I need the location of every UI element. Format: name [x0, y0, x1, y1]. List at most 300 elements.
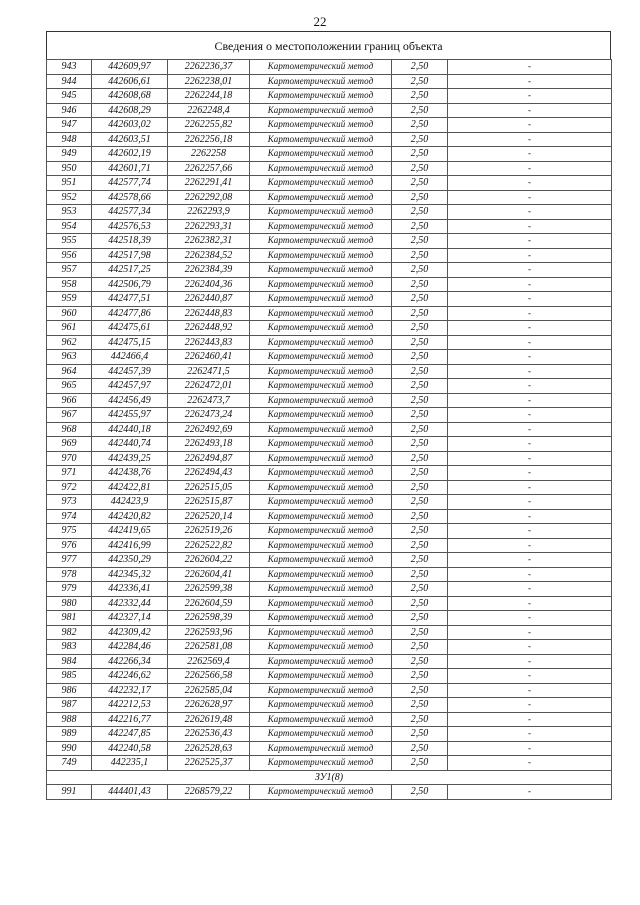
x-coordinate-cell: 442309,42 [92, 625, 168, 640]
y-coordinate-cell: 2262471,5 [168, 364, 250, 379]
y-coordinate-cell: 2262443,83 [168, 335, 250, 350]
description-cell: - [448, 727, 612, 742]
precision-cell: 2,50 [392, 582, 448, 597]
point-number-cell: 977 [47, 553, 92, 568]
precision-cell: 2,50 [392, 89, 448, 104]
y-coordinate-cell: 2262604,59 [168, 596, 250, 611]
point-number-cell: 945 [47, 89, 92, 104]
table-row [47, 248, 612, 263]
precision-cell: 2,50 [392, 451, 448, 466]
method-cell: Картометрический метод [250, 306, 392, 321]
description-cell: - [448, 640, 612, 655]
table-row [47, 219, 612, 234]
point-number-cell: 952 [47, 190, 92, 205]
page-number: 22 [313, 14, 327, 29]
precision-cell: 2,50 [392, 437, 448, 452]
table-row [47, 176, 612, 191]
x-coordinate-cell: 442517,98 [92, 248, 168, 263]
y-coordinate-cell: 2262493,18 [168, 437, 250, 452]
x-coordinate-cell: 442416,99 [92, 538, 168, 553]
description-cell: - [448, 582, 612, 597]
description-cell: - [448, 292, 612, 307]
y-coordinate-cell: 2262515,87 [168, 495, 250, 510]
description-cell: - [448, 248, 612, 263]
x-coordinate-cell: 442457,39 [92, 364, 168, 379]
point-number-cell: 961 [47, 321, 92, 336]
precision-cell: 2,50 [392, 785, 448, 800]
x-coordinate-cell: 442603,02 [92, 118, 168, 133]
description-cell: - [448, 118, 612, 133]
section-label: ЗУ1(8) [47, 770, 612, 785]
method-cell: Картометрический метод [250, 190, 392, 205]
x-coordinate-cell: 442440,74 [92, 437, 168, 452]
description-cell: - [448, 437, 612, 452]
y-coordinate-cell: 2262581,08 [168, 640, 250, 655]
x-coordinate-cell: 442420,82 [92, 509, 168, 524]
y-coordinate-cell: 2262258 [168, 147, 250, 162]
point-number-cell: 958 [47, 277, 92, 292]
y-coordinate-cell: 2262525,37 [168, 756, 250, 771]
precision-cell: 2,50 [392, 422, 448, 437]
precision-cell: 2,50 [392, 393, 448, 408]
y-coordinate-cell: 2262599,38 [168, 582, 250, 597]
table-row [47, 567, 612, 582]
method-cell: Картометрический метод [250, 451, 392, 466]
x-coordinate-cell: 444401,43 [92, 785, 168, 800]
method-cell: Картометрический метод [250, 640, 392, 655]
point-number-cell: 975 [47, 524, 92, 539]
precision-cell: 2,50 [392, 596, 448, 611]
method-cell: Картометрический метод [250, 161, 392, 176]
precision-cell: 2,50 [392, 190, 448, 205]
point-number-cell: 976 [47, 538, 92, 553]
x-coordinate-cell: 442438,76 [92, 466, 168, 481]
x-coordinate-cell: 442212,53 [92, 698, 168, 713]
method-cell: Картометрический метод [250, 379, 392, 394]
table-row [47, 466, 612, 481]
precision-cell: 2,50 [392, 321, 448, 336]
point-number-cell: 967 [47, 408, 92, 423]
precision-cell: 2,50 [392, 205, 448, 220]
x-coordinate-cell: 442422,81 [92, 480, 168, 495]
y-coordinate-cell: 2262384,52 [168, 248, 250, 263]
table-row [47, 335, 612, 350]
description-cell: - [448, 654, 612, 669]
description-cell: - [448, 335, 612, 350]
table-row [47, 74, 612, 89]
x-coordinate-cell: 442477,51 [92, 292, 168, 307]
description-cell: - [448, 553, 612, 568]
y-coordinate-cell: 2262404,36 [168, 277, 250, 292]
description-cell: - [448, 190, 612, 205]
precision-cell: 2,50 [392, 292, 448, 307]
x-coordinate-cell: 442266,34 [92, 654, 168, 669]
table-row [47, 422, 612, 437]
y-coordinate-cell: 2262494,87 [168, 451, 250, 466]
x-coordinate-cell: 442284,46 [92, 640, 168, 655]
precision-cell: 2,50 [392, 263, 448, 278]
y-coordinate-cell: 2262257,66 [168, 161, 250, 176]
point-number-cell: 957 [47, 263, 92, 278]
point-number-cell: 969 [47, 437, 92, 452]
y-coordinate-cell: 2262460,41 [168, 350, 250, 365]
precision-cell: 2,50 [392, 553, 448, 568]
method-cell: Картометрический метод [250, 654, 392, 669]
description-cell: - [448, 683, 612, 698]
point-number-cell: 960 [47, 306, 92, 321]
description-cell: - [448, 161, 612, 176]
method-cell: Картометрический метод [250, 785, 392, 800]
method-cell: Картометрический метод [250, 611, 392, 626]
x-coordinate-cell: 442601,71 [92, 161, 168, 176]
x-coordinate-cell: 442477,86 [92, 306, 168, 321]
table-row [47, 277, 612, 292]
description-cell: - [448, 480, 612, 495]
description-cell: - [448, 625, 612, 640]
table-row [47, 683, 612, 698]
precision-cell: 2,50 [392, 567, 448, 582]
description-cell: - [448, 408, 612, 423]
table-row [47, 727, 612, 742]
precision-cell: 2,50 [392, 683, 448, 698]
point-number-cell: 979 [47, 582, 92, 597]
y-coordinate-cell: 2262519,26 [168, 524, 250, 539]
x-coordinate-cell: 442602,19 [92, 147, 168, 162]
precision-cell: 2,50 [392, 219, 448, 234]
method-cell: Картометрический метод [250, 103, 392, 118]
precision-cell: 2,50 [392, 466, 448, 481]
x-coordinate-cell: 442456,49 [92, 393, 168, 408]
table-row [47, 698, 612, 713]
precision-cell: 2,50 [392, 727, 448, 742]
method-cell: Картометрический метод [250, 480, 392, 495]
x-coordinate-cell: 442576,53 [92, 219, 168, 234]
x-coordinate-cell: 442345,32 [92, 567, 168, 582]
y-coordinate-cell: 2262448,83 [168, 306, 250, 321]
precision-cell: 2,50 [392, 669, 448, 684]
x-coordinate-cell: 442466,4 [92, 350, 168, 365]
y-coordinate-cell: 2262585,04 [168, 683, 250, 698]
y-coordinate-cell: 2262448,92 [168, 321, 250, 336]
table-row [47, 321, 612, 336]
table-row [47, 785, 612, 800]
description-cell: - [448, 219, 612, 234]
table-row [47, 89, 612, 104]
table-row [47, 132, 612, 147]
method-cell: Картометрический метод [250, 132, 392, 147]
table-row [47, 509, 612, 524]
table-row [47, 306, 612, 321]
point-number-cell: 947 [47, 118, 92, 133]
point-number-cell: 986 [47, 683, 92, 698]
precision-cell: 2,50 [392, 306, 448, 321]
coordinates-table [46, 59, 612, 800]
point-number-cell: 984 [47, 654, 92, 669]
y-coordinate-cell: 2262569,4 [168, 654, 250, 669]
table-row [47, 408, 612, 423]
method-cell: Картометрический метод [250, 553, 392, 568]
y-coordinate-cell: 2262473,7 [168, 393, 250, 408]
precision-cell: 2,50 [392, 640, 448, 655]
method-cell: Картометрический метод [250, 683, 392, 698]
table-row [47, 741, 612, 756]
point-number-cell: 964 [47, 364, 92, 379]
y-coordinate-cell: 2262566,58 [168, 669, 250, 684]
x-coordinate-cell: 442608,68 [92, 89, 168, 104]
point-number-cell: 950 [47, 161, 92, 176]
precision-cell: 2,50 [392, 277, 448, 292]
method-cell: Картометрический метод [250, 509, 392, 524]
description-cell: - [448, 466, 612, 481]
table-row [47, 379, 612, 394]
point-number-cell: 971 [47, 466, 92, 481]
point-number-cell: 953 [47, 205, 92, 220]
method-cell: Картометрический метод [250, 205, 392, 220]
method-cell: Картометрический метод [250, 567, 392, 582]
point-number-cell: 985 [47, 669, 92, 684]
table-row [47, 263, 612, 278]
description-cell: - [448, 712, 612, 727]
method-cell: Картометрический метод [250, 712, 392, 727]
x-coordinate-cell: 442327,14 [92, 611, 168, 626]
precision-cell: 2,50 [392, 741, 448, 756]
point-number-cell: 956 [47, 248, 92, 263]
description-cell: - [448, 263, 612, 278]
x-coordinate-cell: 442577,34 [92, 205, 168, 220]
section-row [47, 770, 612, 785]
x-coordinate-cell: 442603,51 [92, 132, 168, 147]
point-number-cell: 983 [47, 640, 92, 655]
precision-cell: 2,50 [392, 524, 448, 539]
y-coordinate-cell: 2262291,41 [168, 176, 250, 191]
description-cell: - [448, 147, 612, 162]
point-number-cell: 951 [47, 176, 92, 191]
y-coordinate-cell: 2262256,18 [168, 132, 250, 147]
precision-cell: 2,50 [392, 538, 448, 553]
description-cell: - [448, 205, 612, 220]
precision-cell: 2,50 [392, 118, 448, 133]
method-cell: Картометрический метод [250, 364, 392, 379]
y-coordinate-cell: 2262598,39 [168, 611, 250, 626]
precision-cell: 2,50 [392, 335, 448, 350]
precision-cell: 2,50 [392, 176, 448, 191]
y-coordinate-cell: 2262494,43 [168, 466, 250, 481]
point-number-cell: 943 [47, 60, 92, 75]
y-coordinate-cell: 2268579,22 [168, 785, 250, 800]
method-cell: Картометрический метод [250, 292, 392, 307]
precision-cell: 2,50 [392, 379, 448, 394]
point-number-cell: 966 [47, 393, 92, 408]
table-row [47, 161, 612, 176]
x-coordinate-cell: 442475,15 [92, 335, 168, 350]
x-coordinate-cell: 442457,97 [92, 379, 168, 394]
x-coordinate-cell: 442350,29 [92, 553, 168, 568]
precision-cell: 2,50 [392, 74, 448, 89]
table-row [47, 495, 612, 510]
y-coordinate-cell: 2262619,48 [168, 712, 250, 727]
table-row [47, 292, 612, 307]
point-number-cell: 949 [47, 147, 92, 162]
method-cell: Картометрический метод [250, 741, 392, 756]
description-cell: - [448, 669, 612, 684]
x-coordinate-cell: 442578,66 [92, 190, 168, 205]
y-coordinate-cell: 2262292,08 [168, 190, 250, 205]
x-coordinate-cell: 442440,18 [92, 422, 168, 437]
point-number-cell: 963 [47, 350, 92, 365]
precision-cell: 2,50 [392, 625, 448, 640]
table-row [47, 437, 612, 452]
table-row [47, 524, 612, 539]
x-coordinate-cell: 442235,1 [92, 756, 168, 771]
y-coordinate-cell: 2262520,14 [168, 509, 250, 524]
precision-cell: 2,50 [392, 350, 448, 365]
description-cell: - [448, 176, 612, 191]
precision-cell: 2,50 [392, 132, 448, 147]
y-coordinate-cell: 2262604,41 [168, 567, 250, 582]
table-row [47, 350, 612, 365]
description-cell: - [448, 785, 612, 800]
method-cell: Картометрический метод [250, 596, 392, 611]
table-row [47, 756, 612, 771]
table-row [47, 654, 612, 669]
point-number-cell: 946 [47, 103, 92, 118]
table-row [47, 190, 612, 205]
x-coordinate-cell: 442608,29 [92, 103, 168, 118]
point-number-cell: 965 [47, 379, 92, 394]
method-cell: Картометрический метод [250, 219, 392, 234]
x-coordinate-cell: 442439,25 [92, 451, 168, 466]
point-number-cell: 954 [47, 219, 92, 234]
y-coordinate-cell: 2262593,96 [168, 625, 250, 640]
method-cell: Картометрический метод [250, 176, 392, 191]
method-cell: Картометрический метод [250, 263, 392, 278]
x-coordinate-cell: 442216,77 [92, 712, 168, 727]
table-header-title: Сведения о местоположении границ объекта [46, 31, 611, 60]
method-cell: Картометрический метод [250, 495, 392, 510]
method-cell: Картометрический метод [250, 437, 392, 452]
x-coordinate-cell: 442518,39 [92, 234, 168, 249]
description-cell: - [448, 277, 612, 292]
method-cell: Картометрический метод [250, 234, 392, 249]
method-cell: Картометрический метод [250, 277, 392, 292]
description-cell: - [448, 89, 612, 104]
table-row [47, 611, 612, 626]
point-number-cell: 973 [47, 495, 92, 510]
y-coordinate-cell: 2262293,9 [168, 205, 250, 220]
point-number-cell: 990 [47, 741, 92, 756]
method-cell: Картометрический метод [250, 625, 392, 640]
y-coordinate-cell: 2262255,82 [168, 118, 250, 133]
table-row [47, 103, 612, 118]
y-coordinate-cell: 2262382,31 [168, 234, 250, 249]
description-cell: - [448, 611, 612, 626]
method-cell: Картометрический метод [250, 466, 392, 481]
method-cell: Картометрический метод [250, 350, 392, 365]
point-number-cell: 991 [47, 785, 92, 800]
x-coordinate-cell: 442247,85 [92, 727, 168, 742]
precision-cell: 2,50 [392, 712, 448, 727]
point-number-cell: 988 [47, 712, 92, 727]
table-row [47, 205, 612, 220]
y-coordinate-cell: 2262515,05 [168, 480, 250, 495]
description-cell: - [448, 379, 612, 394]
description-cell: - [448, 741, 612, 756]
table-row [47, 582, 612, 597]
point-number-cell: 959 [47, 292, 92, 307]
precision-cell: 2,50 [392, 756, 448, 771]
method-cell: Картометрический метод [250, 422, 392, 437]
method-cell: Картометрический метод [250, 756, 392, 771]
point-number-cell: 749 [47, 756, 92, 771]
description-cell: - [448, 756, 612, 771]
description-cell: - [448, 234, 612, 249]
description-cell: - [448, 364, 612, 379]
point-number-cell: 944 [47, 74, 92, 89]
description-cell: - [448, 74, 612, 89]
x-coordinate-cell: 442506,79 [92, 277, 168, 292]
table-row [47, 640, 612, 655]
method-cell: Картометрический метод [250, 408, 392, 423]
method-cell: Картометрический метод [250, 60, 392, 75]
method-cell: Картометрический метод [250, 89, 392, 104]
x-coordinate-cell: 442517,25 [92, 263, 168, 278]
table-row [47, 480, 612, 495]
precision-cell: 2,50 [392, 147, 448, 162]
table-row [47, 234, 612, 249]
precision-cell: 2,50 [392, 408, 448, 423]
point-number-cell: 962 [47, 335, 92, 350]
coordinates-table-body [47, 60, 612, 800]
precision-cell: 2,50 [392, 654, 448, 669]
precision-cell: 2,50 [392, 234, 448, 249]
y-coordinate-cell: 2262440,87 [168, 292, 250, 307]
table-row [47, 553, 612, 568]
precision-cell: 2,50 [392, 698, 448, 713]
point-number-cell: 987 [47, 698, 92, 713]
point-number-cell: 974 [47, 509, 92, 524]
table-row [47, 147, 612, 162]
point-number-cell: 989 [47, 727, 92, 742]
y-coordinate-cell: 2262293,31 [168, 219, 250, 234]
precision-cell: 2,50 [392, 161, 448, 176]
point-number-cell: 955 [47, 234, 92, 249]
table-row [47, 364, 612, 379]
y-coordinate-cell: 2262238,01 [168, 74, 250, 89]
y-coordinate-cell: 2262492,69 [168, 422, 250, 437]
y-coordinate-cell: 2262473,24 [168, 408, 250, 423]
description-cell: - [448, 509, 612, 524]
method-cell: Картометрический метод [250, 524, 392, 539]
description-cell: - [448, 495, 612, 510]
method-cell: Картометрический метод [250, 393, 392, 408]
table-row [47, 118, 612, 133]
precision-cell: 2,50 [392, 103, 448, 118]
point-number-cell: 978 [47, 567, 92, 582]
y-coordinate-cell: 2262522,82 [168, 538, 250, 553]
method-cell: Картометрический метод [250, 538, 392, 553]
table-row [47, 712, 612, 727]
method-cell: Картометрический метод [250, 727, 392, 742]
x-coordinate-cell: 442246,62 [92, 669, 168, 684]
method-cell: Картометрический метод [250, 321, 392, 336]
point-number-cell: 970 [47, 451, 92, 466]
method-cell: Картометрический метод [250, 669, 392, 684]
precision-cell: 2,50 [392, 509, 448, 524]
description-cell: - [448, 538, 612, 553]
y-coordinate-cell: 2262536,43 [168, 727, 250, 742]
description-cell: - [448, 567, 612, 582]
description-cell: - [448, 103, 612, 118]
